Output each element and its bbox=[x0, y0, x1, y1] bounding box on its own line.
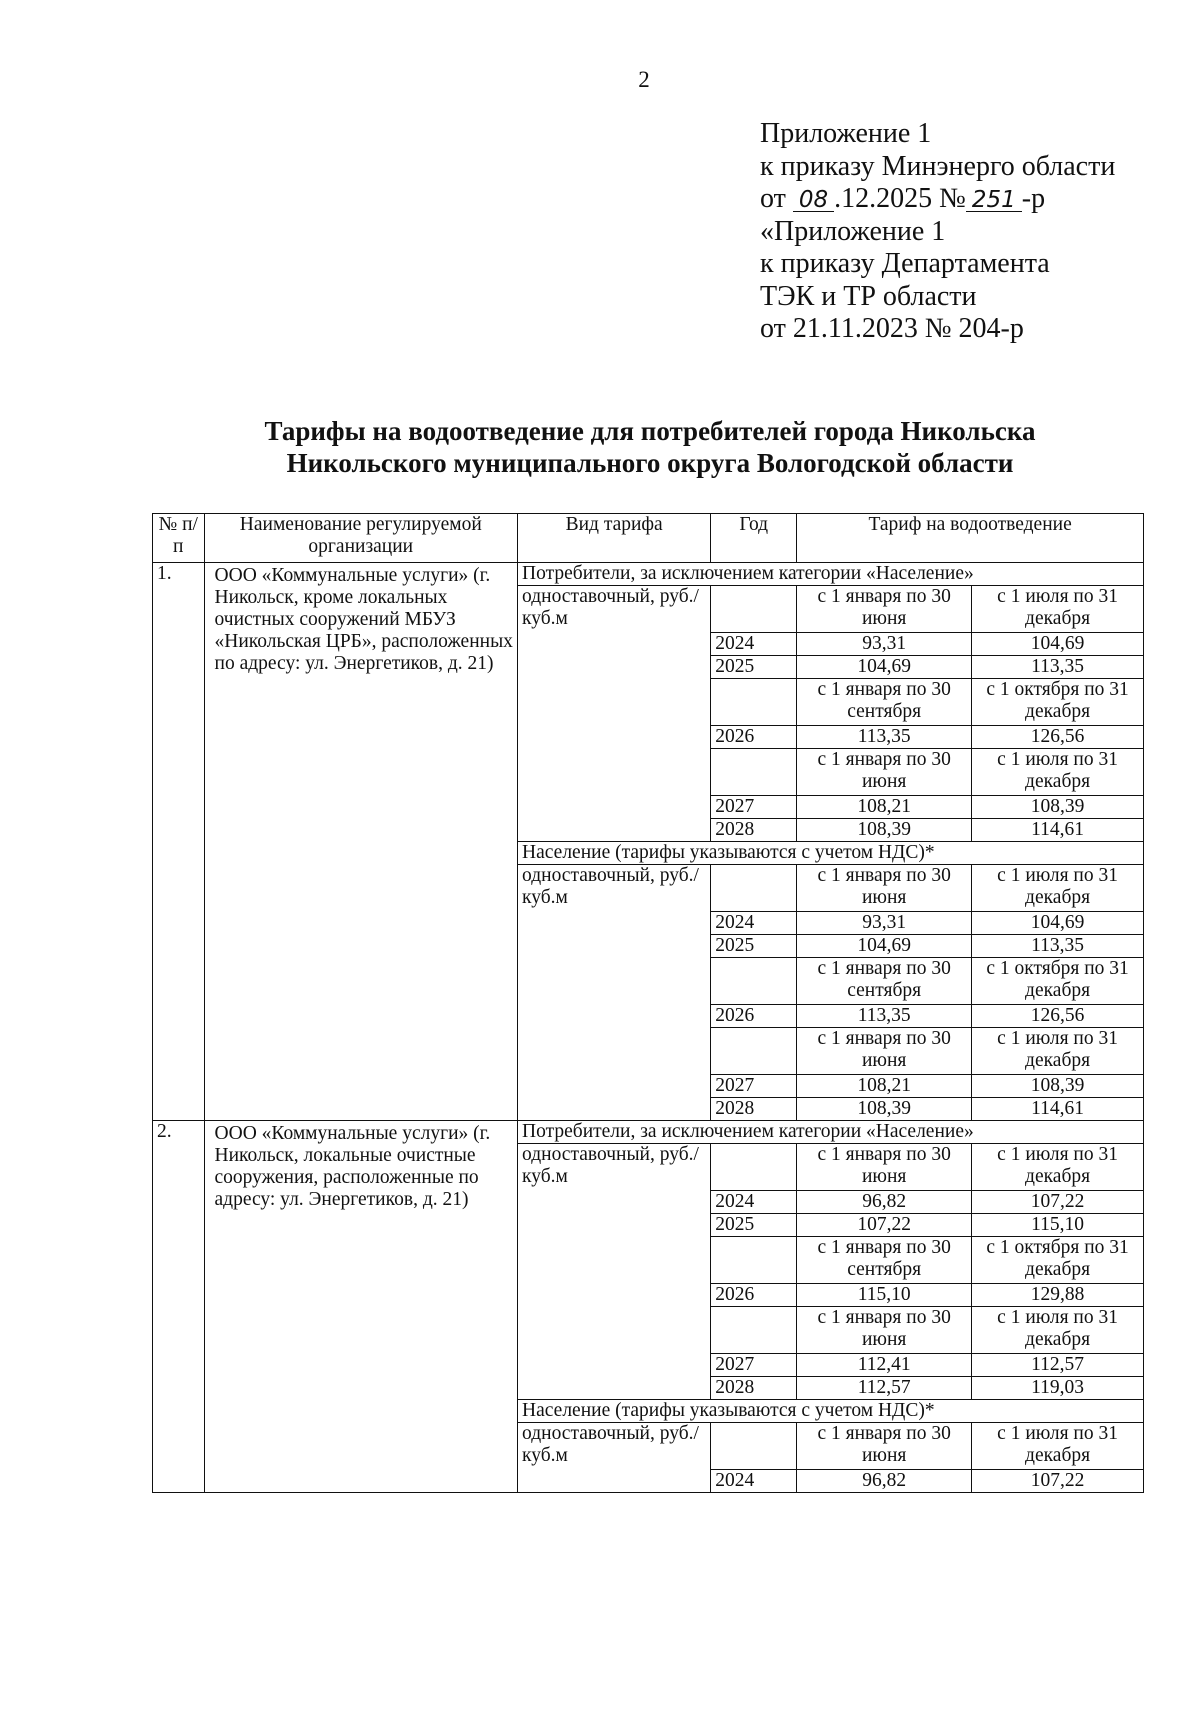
tariff-value-period-2: 112,57 bbox=[972, 1354, 1144, 1377]
period-1-label: с 1 января по 30 июня bbox=[797, 749, 972, 796]
header-type: Вид тарифа bbox=[518, 514, 711, 563]
period-2-label: с 1 июля по 31 декабря bbox=[972, 865, 1144, 912]
appendix-date-mid: .12.2025 № bbox=[834, 183, 966, 214]
category-row bbox=[153, 1121, 1144, 1144]
period-1-label: с 1 января по 30 июня bbox=[797, 1307, 972, 1354]
org-name: ООО «Коммунальные услуги» (г. Никольск, локальные очистные сооружения, расположенные по адресу: ул. Энергетиков, д. 21) bbox=[204, 1121, 518, 1493]
year-cell-empty bbox=[711, 865, 797, 912]
tariff-value-period-1: 107,22 bbox=[797, 1214, 972, 1237]
header-tariff: Тариф на водоотведение bbox=[797, 514, 1144, 563]
tariff-value-period-1: 96,82 bbox=[797, 1191, 972, 1214]
period-1-label: с 1 января по 30 сентября bbox=[797, 1237, 972, 1284]
year-cell: 2027 bbox=[711, 796, 797, 819]
appendix-line-3 bbox=[760, 183, 1115, 216]
period-2-label: с 1 октября по 31 декабря bbox=[972, 679, 1144, 726]
year-cell-empty bbox=[711, 679, 797, 726]
tariff-value-period-1: 108,39 bbox=[797, 819, 972, 842]
tariff-value-period-1: 113,35 bbox=[797, 1005, 972, 1028]
tariff-value-period-2: 126,56 bbox=[972, 1005, 1144, 1028]
tariff-value-period-1: 112,57 bbox=[797, 1377, 972, 1400]
period-2-label: с 1 июля по 31 декабря bbox=[972, 586, 1144, 633]
tariff-value-period-2: 108,39 bbox=[972, 1075, 1144, 1098]
period-2-label: с 1 октября по 31 декабря bbox=[972, 958, 1144, 1005]
appendix-date-suffix: -р bbox=[1021, 183, 1046, 214]
tariff-value-period-2: 113,35 bbox=[972, 656, 1144, 679]
year-cell-empty bbox=[711, 1237, 797, 1284]
appendix-line-2: к приказу Минэнерго области bbox=[760, 150, 1116, 182]
tariff-value-period-1: 113,35 bbox=[797, 726, 972, 749]
period-1-label: с 1 января по 30 июня bbox=[797, 1144, 972, 1191]
tariff-value-period-2: 114,61 bbox=[972, 1098, 1144, 1121]
handwritten-number: 251 bbox=[966, 189, 1022, 212]
appendix-block bbox=[760, 118, 1115, 346]
year-cell: 2028 bbox=[711, 1377, 797, 1400]
tariff-value-period-1: 104,69 bbox=[797, 935, 972, 958]
tariff-type: одноставочный, руб./куб.м bbox=[518, 586, 711, 842]
category-label: Население (тарифы указываются с учетом НДС)* bbox=[518, 1400, 1144, 1423]
tariff-table bbox=[152, 513, 1144, 1493]
category-label: Потребители, за исключением категории «Население» bbox=[518, 1121, 1144, 1144]
header-num: № п/п bbox=[153, 514, 205, 563]
appendix-date-prefix: от bbox=[760, 183, 786, 214]
year-cell-empty bbox=[711, 749, 797, 796]
year-cell-empty bbox=[711, 586, 797, 633]
period-2-label: с 1 июля по 31 декабря bbox=[972, 1307, 1144, 1354]
tariff-type: одноставочный, руб./куб.м bbox=[518, 1144, 711, 1400]
table-header-row bbox=[153, 514, 1144, 563]
org-number: 1. bbox=[153, 563, 205, 1121]
year-cell: 2026 bbox=[711, 1284, 797, 1307]
period-1-label: с 1 января по 30 июня bbox=[797, 1423, 972, 1470]
year-cell: 2027 bbox=[711, 1354, 797, 1377]
period-1-label: с 1 января по 30 сентября bbox=[797, 958, 972, 1005]
tariff-value-period-1: 108,39 bbox=[797, 1098, 972, 1121]
period-2-label: с 1 июля по 31 декабря bbox=[972, 1423, 1144, 1470]
period-2-label: с 1 июля по 31 декабря bbox=[972, 749, 1144, 796]
period-2-label: с 1 июля по 31 декабря bbox=[972, 1028, 1144, 1075]
tariff-value-period-2: 107,22 bbox=[972, 1470, 1144, 1493]
period-1-label: с 1 января по 30 июня bbox=[797, 1028, 972, 1075]
appendix-line-7: от 21.11.2023 № 204-р bbox=[760, 313, 1024, 344]
appendix-line-1: Приложение 1 bbox=[760, 118, 932, 149]
year-cell: 2026 bbox=[711, 726, 797, 749]
tariff-type: одноставочный, руб./куб.м bbox=[518, 1423, 711, 1493]
tariff-value-period-2: 104,69 bbox=[972, 633, 1144, 656]
year-cell: 2026 bbox=[711, 1005, 797, 1028]
tariff-value-period-2: 108,39 bbox=[972, 796, 1144, 819]
appendix-line-6: ТЭК и ТР области bbox=[760, 280, 977, 312]
category-row bbox=[153, 563, 1144, 586]
tariff-value-period-2: 104,69 bbox=[972, 912, 1144, 935]
year-cell: 2024 bbox=[711, 1470, 797, 1493]
title-line-1: Тарифы на водоотведение для потребителей города Никольска bbox=[264, 416, 1036, 446]
tariff-value-period-2: 107,22 bbox=[972, 1191, 1144, 1214]
period-2-label: с 1 июля по 31 декабря bbox=[972, 1144, 1144, 1191]
tariff-value-period-2: 115,10 bbox=[972, 1214, 1144, 1237]
document-title bbox=[150, 415, 1150, 479]
tariff-value-period-1: 104,69 bbox=[797, 656, 972, 679]
tariff-value-period-1: 108,21 bbox=[797, 796, 972, 819]
year-cell: 2024 bbox=[711, 1191, 797, 1214]
category-label: Население (тарифы указываются с учетом НДС)* bbox=[518, 842, 1144, 865]
year-cell: 2025 bbox=[711, 1214, 797, 1237]
year-cell: 2024 bbox=[711, 633, 797, 656]
year-cell: 2028 bbox=[711, 819, 797, 842]
period-1-label: с 1 января по 30 июня bbox=[797, 865, 972, 912]
tariff-value-period-2: 114,61 bbox=[972, 819, 1144, 842]
tariff-value-period-1: 93,31 bbox=[797, 633, 972, 656]
org-name: ООО «Коммунальные услуги» (г. Никольск, кроме локальных очистных сооружений МБУЗ «Никольская ЦРБ», расположенных по адресу: ул. Энергетиков, д. 21) bbox=[204, 563, 518, 1121]
period-1-label: с 1 января по 30 июня bbox=[797, 586, 972, 633]
handwritten-day: 08 bbox=[793, 189, 834, 212]
header-year: Год bbox=[711, 514, 797, 563]
tariff-value-period-1: 112,41 bbox=[797, 1354, 972, 1377]
year-cell: 2025 bbox=[711, 935, 797, 958]
tariff-value-period-1: 108,21 bbox=[797, 1075, 972, 1098]
header-org: Наименование регулируемой организации bbox=[204, 514, 518, 563]
appendix-line-5: к приказу Департамента bbox=[760, 248, 1050, 279]
tariff-value-period-2: 113,35 bbox=[972, 935, 1144, 958]
period-2-label: с 1 октября по 31 декабря bbox=[972, 1237, 1144, 1284]
period-1-label: с 1 января по 30 сентября bbox=[797, 679, 972, 726]
year-cell-empty bbox=[711, 1028, 797, 1075]
year-cell: 2025 bbox=[711, 656, 797, 679]
year-cell-empty bbox=[711, 958, 797, 1005]
tariff-value-period-2: 129,88 bbox=[972, 1284, 1144, 1307]
tariff-value-period-2: 126,56 bbox=[972, 726, 1144, 749]
year-cell: 2027 bbox=[711, 1075, 797, 1098]
appendix-line-4: «Приложение 1 bbox=[760, 215, 946, 247]
tariff-value-period-1: 96,82 bbox=[797, 1470, 972, 1493]
year-cell-empty bbox=[711, 1307, 797, 1354]
year-cell-empty bbox=[711, 1144, 797, 1191]
category-label: Потребители, за исключением категории «Население» bbox=[518, 563, 1144, 586]
tariff-type: одноставочный, руб./куб.м bbox=[518, 865, 711, 1121]
title-line-2: Никольского муниципального округа Вологодской области bbox=[286, 448, 1014, 478]
tariff-value-period-1: 115,10 bbox=[797, 1284, 972, 1307]
table-body bbox=[153, 563, 1144, 1493]
year-cell-empty bbox=[711, 1423, 797, 1470]
year-cell: 2024 bbox=[711, 912, 797, 935]
org-number: 2. bbox=[153, 1121, 205, 1493]
year-cell: 2028 bbox=[711, 1098, 797, 1121]
page-number: 2 bbox=[638, 67, 650, 92]
tariff-value-period-2: 119,03 bbox=[972, 1377, 1144, 1400]
tariff-value-period-1: 93,31 bbox=[797, 912, 972, 935]
